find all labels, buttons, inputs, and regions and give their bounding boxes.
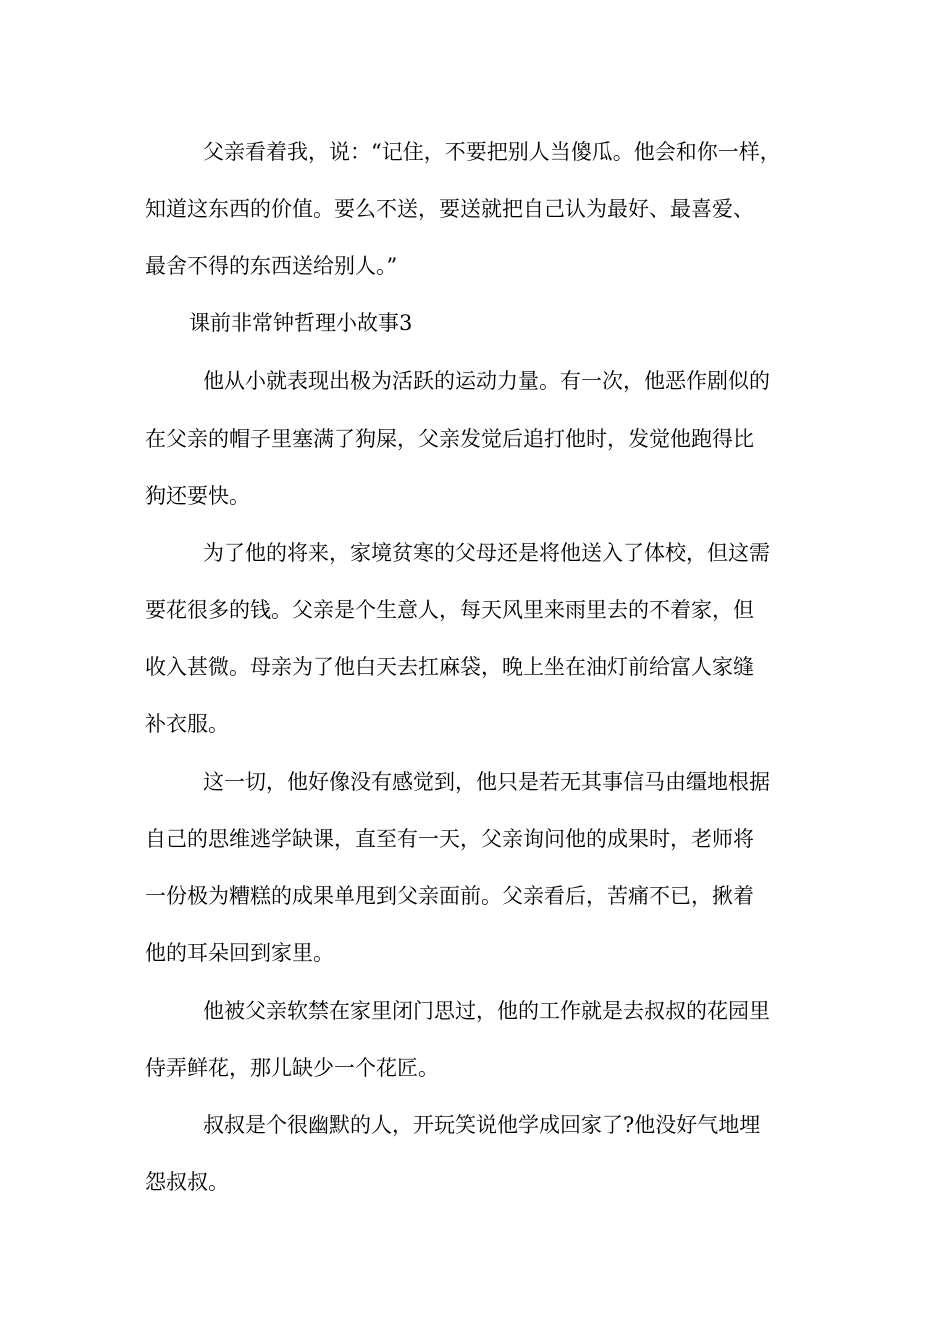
paragraph-line: 收入甚微。母亲为了他白天去扛麻袋，晚上坐在油灯前给富人家缝 (145, 655, 754, 679)
paragraph-line: 要花很多的钱。父亲是个生意人，每天风里来雨里去的不着家，但 (145, 598, 754, 622)
paragraph-line: 补衣服。 (145, 712, 229, 736)
paragraph-line: 狗还要快。 (145, 484, 250, 508)
paragraph-line: 他的耳朵回到家里。 (145, 941, 334, 965)
paragraph-line: 他被父亲软禁在家里闭门思过，他的工作就是去叔叔的花园里 (203, 999, 770, 1023)
paragraph-line: 叔叔是个很幽默的人，开玩笑说他学成回家了?他没好气地埋 (203, 1113, 761, 1137)
paragraph-line: 一份极为糟糕的成果单甩到父亲面前。父亲看后，苦痛不已，揪着 (145, 884, 754, 908)
paragraph-line: 自己的思维逃学缺课，直至有一天，父亲询问他的成果时，老师将 (145, 827, 754, 851)
paragraph-line: 在父亲的帽子里塞满了狗屎，父亲发觉后追打他时，发觉他跑得比 (145, 427, 754, 451)
paragraph-line: 为了他的将来，家境贫寒的父母还是将他送入了体校，但这需 (203, 541, 770, 565)
paragraph-line: 最舍不得的东西送给别人。” (145, 254, 398, 278)
paragraph-line: 知道这东西的价值。要么不送，要送就把自己认为最好、最喜爱、 (145, 197, 754, 221)
paragraph-line: 他从小就表现出极为活跃的运动力量。有一次，他恶作剧似的 (203, 369, 770, 393)
paragraph-line: 怨叔叔。 (145, 1170, 229, 1194)
paragraph-line: 这一切，他好像没有感觉到，他只是若无其事信马由缰地根据 (203, 770, 770, 794)
section-heading: 课前非常钟哲理小故事3 (189, 311, 413, 335)
paragraph-line: 侍弄鲜花，那儿缺少一个花匠。 (145, 1056, 439, 1080)
paragraph-line: 父亲看着我，说：“记住，不要把别人当傻瓜。他会和你一样， (203, 140, 781, 164)
